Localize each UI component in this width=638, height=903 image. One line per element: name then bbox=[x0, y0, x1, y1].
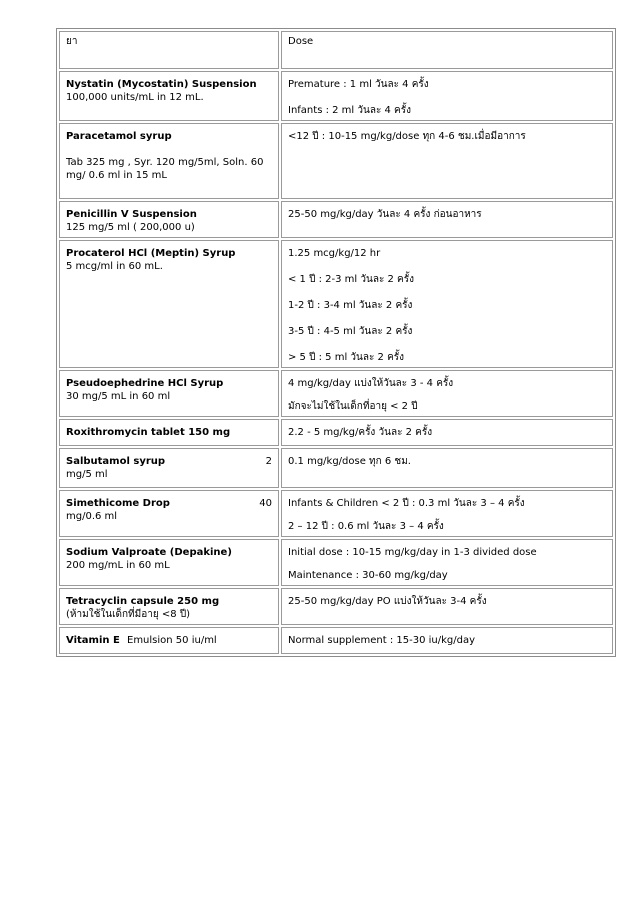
table-row bbox=[59, 240, 613, 368]
table-row bbox=[59, 448, 613, 488]
drug-detail: Tab 325 mg , Syr. 120 mg/5ml, Soln. 60 mg/ 0.6 ml in 15 mL bbox=[66, 157, 264, 181]
drug-cell bbox=[59, 201, 279, 238]
dose-cell bbox=[281, 539, 613, 586]
drug-detail: 30 mg/5 mL in 60 ml bbox=[66, 391, 171, 402]
dose-line: < 1 ปี : 2-3 ml วันละ 2 ครั้ง bbox=[288, 274, 414, 285]
dose-cell bbox=[281, 123, 613, 199]
drug-detail: mg/5 ml bbox=[66, 469, 108, 480]
dose-line: > 5 ปี : 5 ml วันละ 2 ครั้ง bbox=[288, 352, 405, 363]
dose-line: Normal supplement : 15-30 iu/kg/day bbox=[288, 635, 476, 646]
drug-name: Salbutamol syrup bbox=[66, 456, 166, 467]
dose-line: Initial dose : 10-15 mg/kg/day in 1-3 divided dose bbox=[288, 547, 537, 558]
drug-cell bbox=[59, 419, 279, 446]
dose-cell bbox=[281, 448, 613, 488]
drug-name: Pseudoephedrine HCl Syrup bbox=[66, 378, 224, 389]
table-header-row bbox=[59, 31, 613, 69]
table-row bbox=[59, 123, 613, 199]
table-row bbox=[59, 490, 613, 537]
drug-cell bbox=[59, 448, 279, 488]
drug-detail: 100,000 units/mL in 12 mL. bbox=[66, 92, 204, 103]
drug-strength: 40 bbox=[259, 498, 272, 509]
drug-strength: 2 bbox=[265, 456, 272, 467]
table-row bbox=[59, 588, 613, 625]
drug-cell bbox=[59, 490, 279, 537]
header-drug: ยา bbox=[59, 31, 279, 69]
dose-cell bbox=[281, 588, 613, 625]
drug-cell bbox=[59, 627, 279, 654]
drug-detail: 125 mg/5 ml ( 200,000 u) bbox=[66, 222, 195, 233]
dose-line: มักจะไม่ใช้ในเด็กที่อายุ < 2 ปี bbox=[288, 401, 418, 412]
drug-detail: mg/0.6 ml bbox=[66, 511, 118, 522]
table-row bbox=[59, 419, 613, 446]
drug-name: Vitamin E bbox=[66, 635, 120, 646]
table-row bbox=[59, 71, 613, 121]
drug-dose-table bbox=[56, 28, 616, 657]
table-row bbox=[59, 627, 613, 654]
drug-name: Procaterol HCl (Meptin) Syrup bbox=[66, 248, 236, 259]
dose-line: 25-50 mg/kg/day PO แบ่งให้วันละ 3-4 ครั้ง bbox=[288, 596, 487, 607]
drug-name: Tetracyclin capsule 250 mg bbox=[66, 596, 220, 607]
drug-cell bbox=[59, 71, 279, 121]
table-row bbox=[59, 201, 613, 238]
dose-cell bbox=[281, 201, 613, 238]
dose-line: 4 mg/kg/day แบ่งให้วันละ 3 - 4 ครั้ง bbox=[288, 378, 454, 389]
dose-line: 3-5 ปี : 4-5 ml วันละ 2 ครั้ง bbox=[288, 326, 413, 337]
drug-name: Paracetamol syrup bbox=[66, 131, 172, 142]
dose-line: 2.2 - 5 mg/kg/ครั้ง วันละ 2 ครั้ง bbox=[288, 427, 433, 438]
dose-cell bbox=[281, 490, 613, 537]
drug-cell bbox=[59, 588, 279, 625]
table-row bbox=[59, 370, 613, 417]
drug-cell bbox=[59, 370, 279, 417]
dose-line: 1-2 ปี : 3-4 ml วันละ 2 ครั้ง bbox=[288, 300, 413, 311]
dose-cell bbox=[281, 627, 613, 654]
dose-line: 0.1 mg/kg/dose ทุก 6 ชม. bbox=[288, 456, 411, 467]
drug-detail: 200 mg/mL in 60 mL bbox=[66, 560, 170, 571]
dose-line: Maintenance : 30-60 mg/kg/day bbox=[288, 570, 448, 581]
dose-cell bbox=[281, 370, 613, 417]
drug-detail: (ห้ามใช้ในเด็กที่มีอายุ <8 ปี) bbox=[66, 609, 191, 620]
drug-detail: 5 mcg/ml in 60 mL. bbox=[66, 261, 163, 272]
dose-line: Premature : 1 ml วันละ 4 ครั้ง bbox=[288, 79, 429, 90]
drug-cell bbox=[59, 240, 279, 368]
dose-line: 2 – 12 ปี : 0.6 ml วันละ 3 – 4 ครั้ง bbox=[288, 521, 444, 532]
drug-cell bbox=[59, 539, 279, 586]
dose-line: Infants & Children < 2 ปี : 0.3 ml วันละ 3 – 4 ครั้ง bbox=[288, 498, 525, 509]
drug-detail: Emulsion 50 iu/ml bbox=[127, 635, 217, 646]
drug-cell bbox=[59, 123, 279, 199]
dose-cell bbox=[281, 71, 613, 121]
drug-name: Sodium Valproate (Depakine) bbox=[66, 547, 232, 558]
header-dose: Dose bbox=[281, 31, 613, 69]
drug-name: Roxithromycin tablet 150 mg bbox=[66, 427, 231, 438]
dose-line: 25-50 mg/kg/day วันละ 4 ครั้ง ก่อนอาหาร bbox=[288, 209, 482, 220]
table-row bbox=[59, 539, 613, 586]
dose-line: 1.25 mcg/kg/12 hr bbox=[288, 248, 381, 259]
dose-line: <12 ปี : 10-15 mg/kg/dose ทุก 4-6 ชม.เมื่อมีอาการ bbox=[288, 131, 526, 142]
drug-name: Simethicome Drop bbox=[66, 498, 170, 509]
dose-cell bbox=[281, 419, 613, 446]
dose-line: Infants : 2 ml วันละ 4 ครั้ง bbox=[288, 105, 411, 116]
drug-name: Nystatin (Mycostatin) Suspension bbox=[66, 79, 257, 90]
drug-name: Penicillin V Suspension bbox=[66, 209, 197, 220]
dose-cell bbox=[281, 240, 613, 368]
